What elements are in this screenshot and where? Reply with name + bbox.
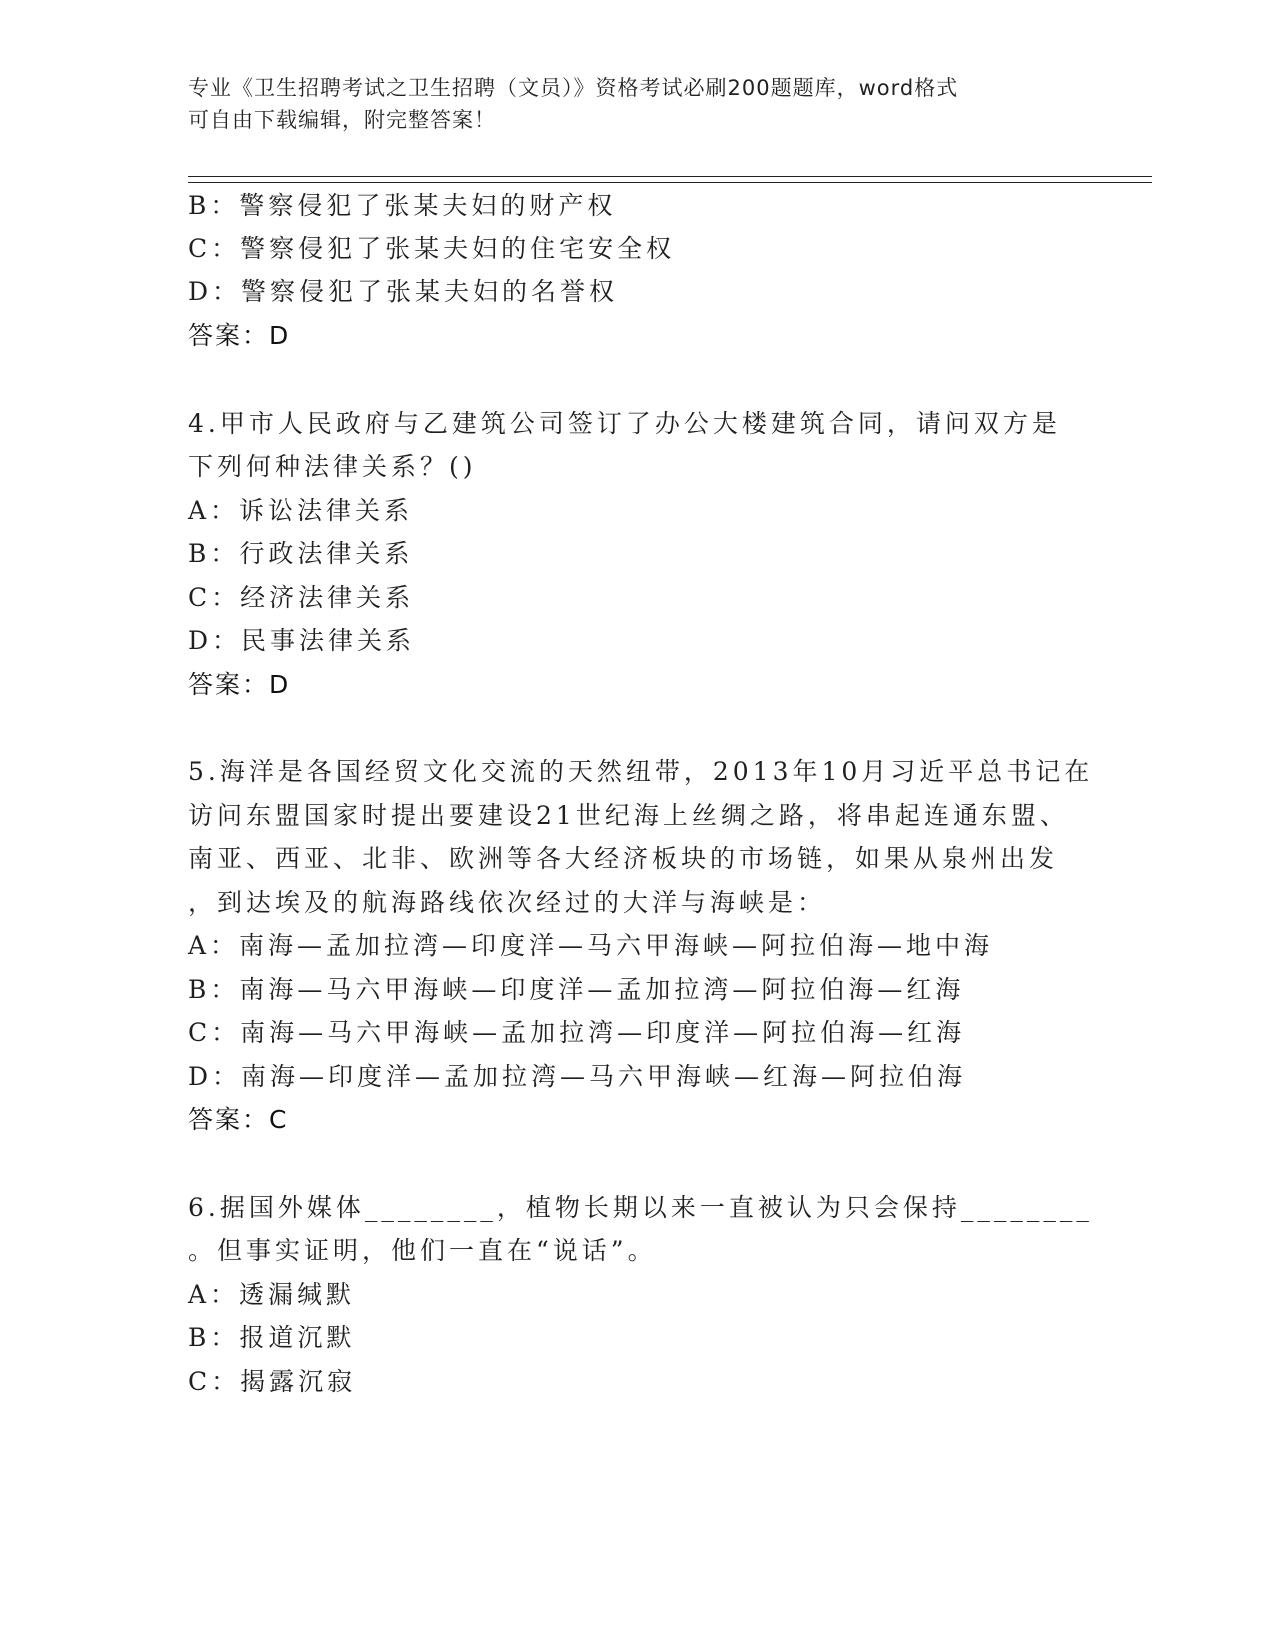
- document-header: [188, 72, 1088, 136]
- header-line-2: 可自由下载编辑，附完整答案！: [188, 108, 496, 132]
- header-line-1: 专业《卫生招聘考试之卫生招聘（文员）》资格考试必刷200题题库，word格式: [188, 76, 959, 100]
- q4-option-a: A：诉讼法律关系: [188, 496, 414, 525]
- q6-stem-line-1: 6.据国外媒体________，植物长期以来一直被认为只会保持________: [188, 1193, 1093, 1222]
- q5-answer: 答案：C: [188, 1105, 289, 1134]
- q6-option-a: A：透漏缄默: [188, 1280, 356, 1309]
- q4-option-d: D：民事法律关系: [188, 626, 416, 655]
- q6-option-b: B：报道沉默: [188, 1323, 356, 1352]
- q4-option-b: B：行政法律关系: [188, 539, 414, 568]
- header-divider-bottom: [188, 182, 1152, 183]
- q4-answer: 答案：D: [188, 670, 291, 699]
- q3-option-b: B：警察侵犯了张某夫妇的财产权: [188, 191, 617, 220]
- q5-stem-line-4: ，到达埃及的航海路线依次经过的大洋与海峡是：: [188, 888, 827, 917]
- q5-option-b: B：南海—马六甲海峡—印度洋—孟加拉湾—阿拉伯海—红海: [188, 975, 965, 1004]
- q4-stem-line-1: 4.甲市人民政府与乙建筑公司签订了办公大楼建筑合同，请问双方是: [188, 409, 1061, 438]
- q3-option-d: D：警察侵犯了张某夫妇的名誉权: [188, 277, 619, 306]
- q3-option-c: C：警察侵犯了张某夫妇的住宅安全权: [188, 234, 676, 263]
- q6-stem-line-2: 。但事实证明，他们一直在“说话”。: [188, 1236, 657, 1265]
- q6-option-c: C：揭露沉寂: [188, 1367, 357, 1396]
- q3-answer: 答案：D: [188, 321, 291, 350]
- q5-stem-line-2: 访问东盟国家时提出要建设21世纪海上丝绸之路，将串起连通东盟、: [188, 801, 1069, 830]
- q5-stem-line-1: 5.海洋是各国经贸文化交流的天然纽带，2013年10月习近平总书记在: [188, 757, 1094, 786]
- header-divider-top: [188, 176, 1152, 177]
- q5-option-c: C：南海—马六甲海峡—孟加拉湾—印度洋—阿拉伯海—红海: [188, 1018, 966, 1047]
- q5-option-a: A：南海—孟加拉湾—印度洋—马六甲海峡—阿拉伯海—地中海: [188, 931, 994, 960]
- q4-option-c: C：经济法律关系: [188, 583, 415, 612]
- q4-stem-line-2: 下列何种法律关系？(): [188, 452, 477, 481]
- q5-stem-line-3: 南亚、西亚、北非、欧洲等各大经济板块的市场链，如果从泉州出发: [188, 844, 1059, 873]
- q5-option-d: D：南海—印度洋—孟加拉湾—马六甲海峡—红海—阿拉伯海: [188, 1062, 967, 1091]
